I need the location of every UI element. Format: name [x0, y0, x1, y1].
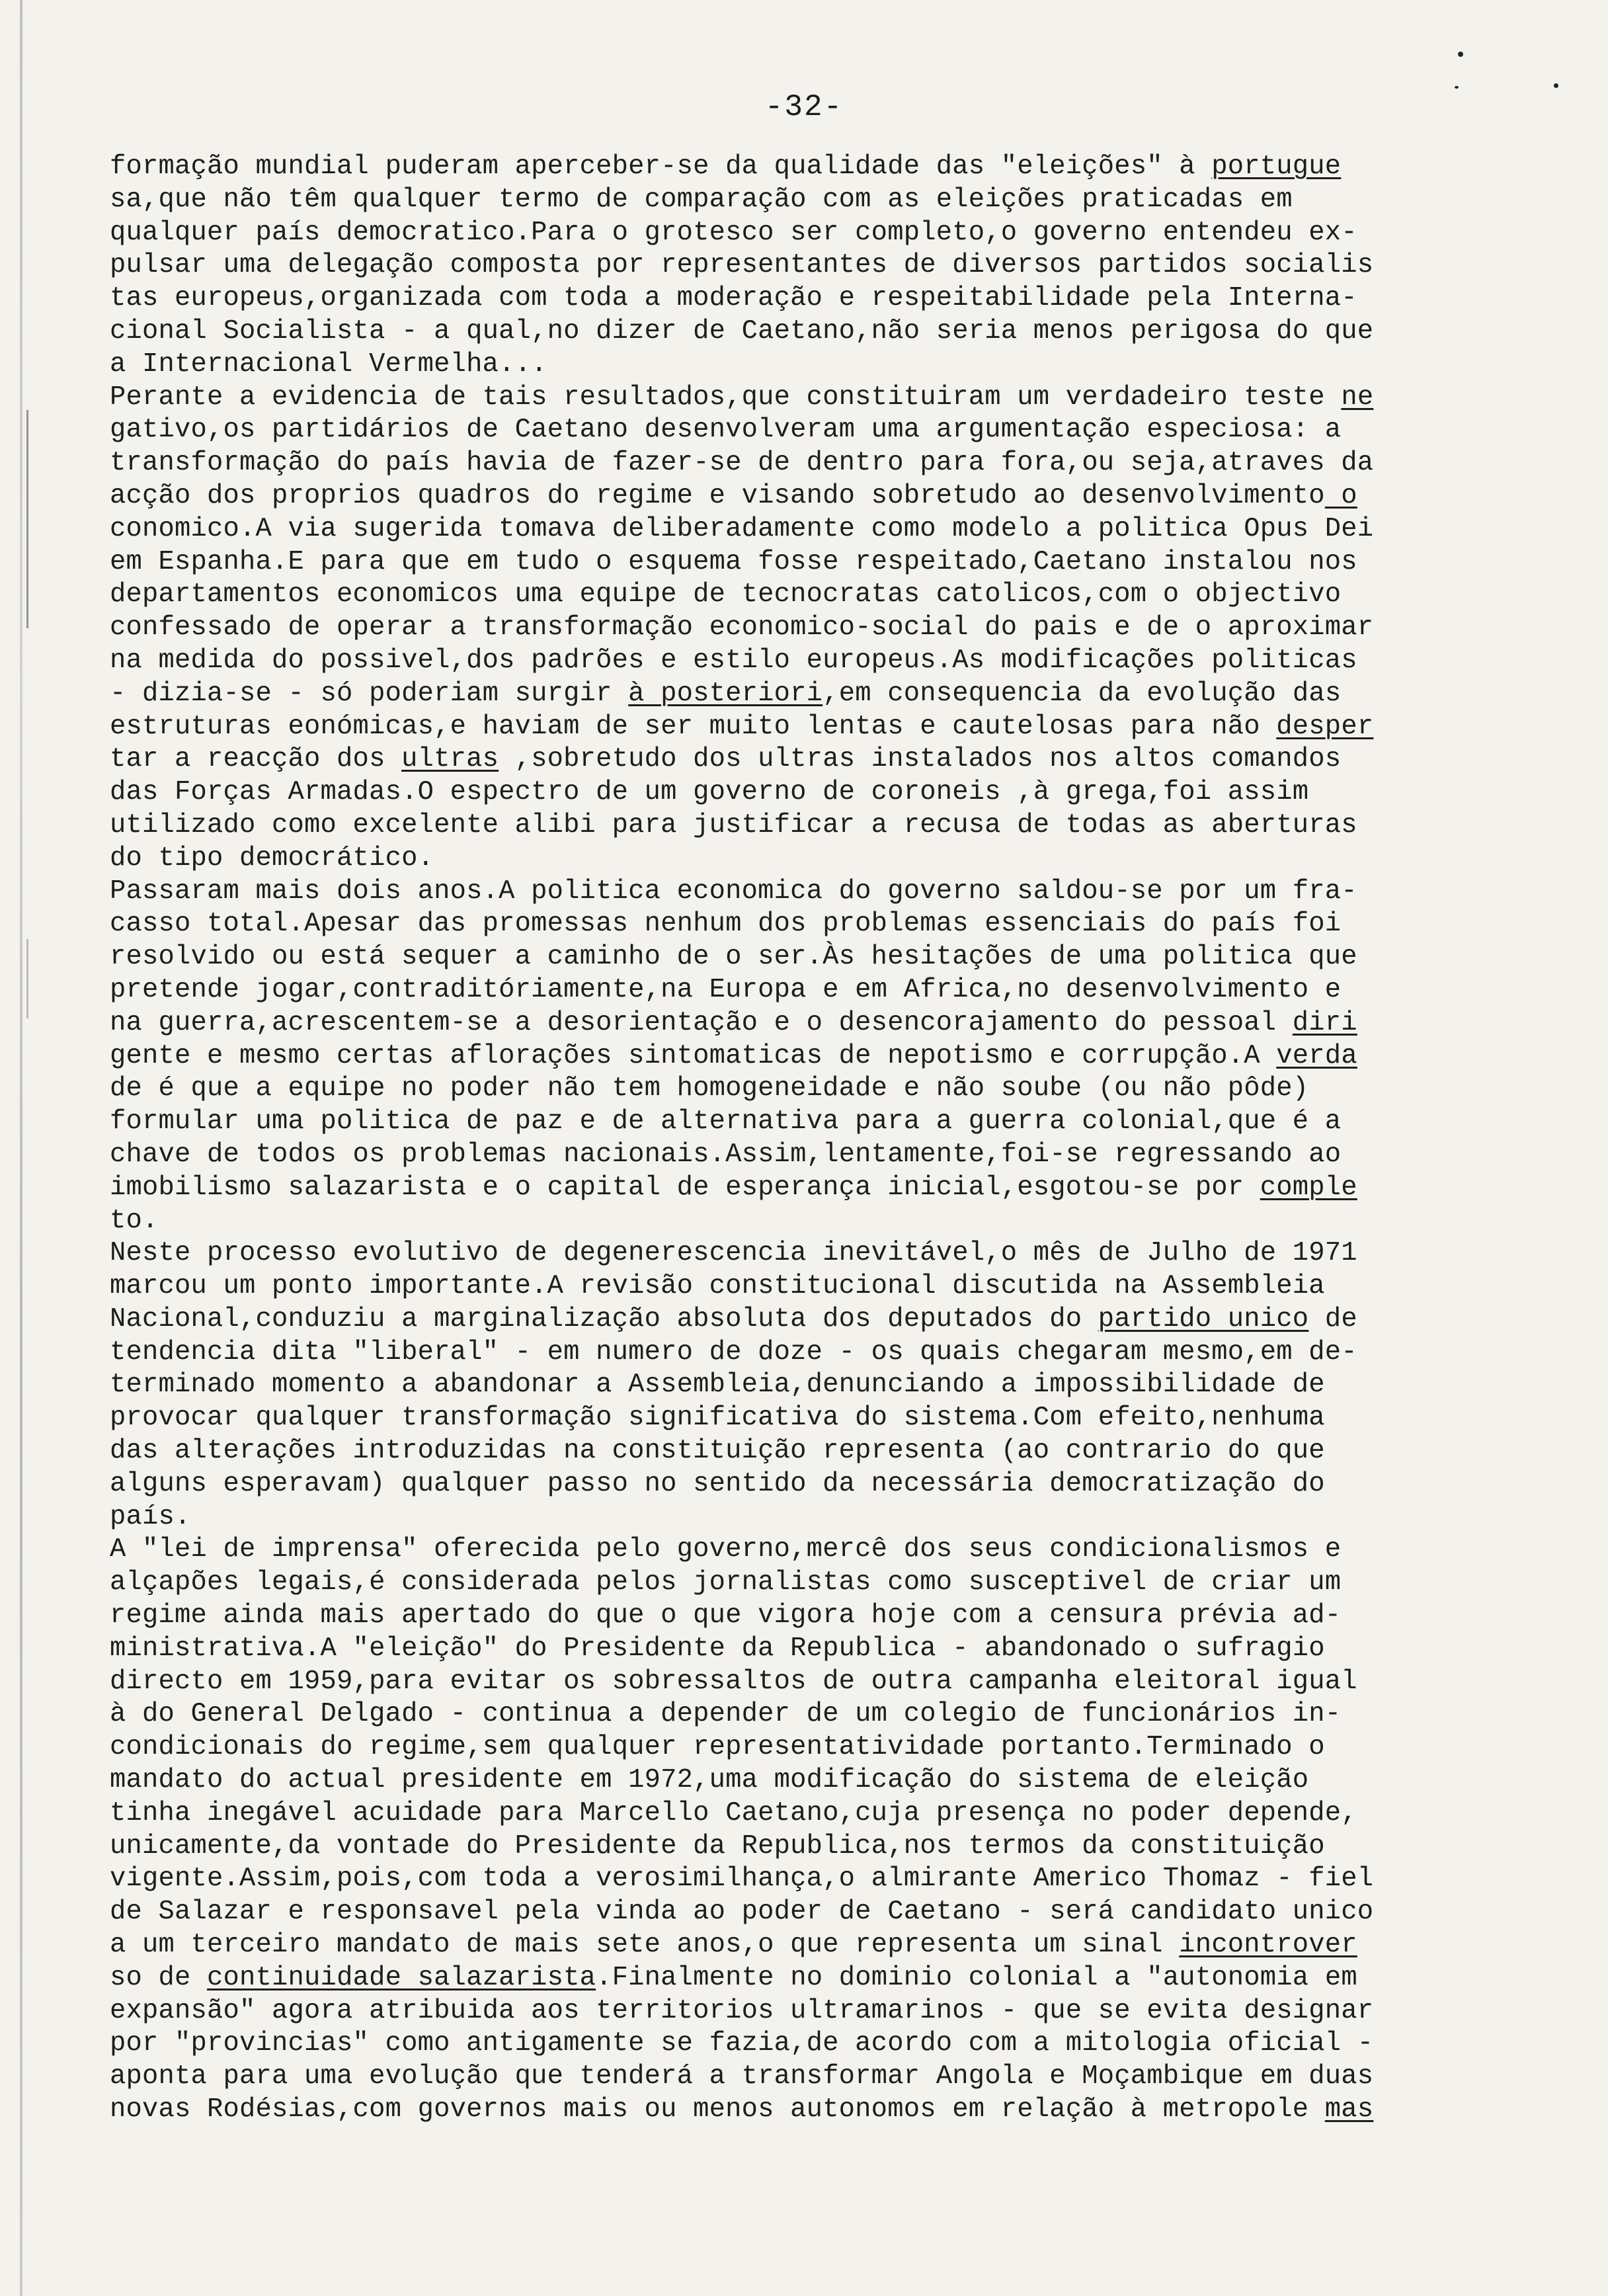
text-line: Nacional,conduziu a marginalização absoluta dos deputados do partido unico de — [110, 1303, 1357, 1334]
text-line: Passaram mais dois anos.A politica economica do governo saldou-se por um fra- — [110, 876, 1357, 907]
scan-speck — [1554, 83, 1558, 88]
text-line: na medida do possivel,dos padrões e estilo europeus.As modificações politicas — [110, 645, 1357, 676]
text-line: condicionais do regime,sem qualquer representatividade portanto.Terminado o — [110, 1732, 1325, 1763]
text-line: tendencia dita "liberal" - em numero de doze - os quais chegaram mesmo,em de- — [110, 1336, 1357, 1368]
text-line: imobilismo salazarista e o capital de esperança inicial,esgotou-se por comple — [110, 1172, 1357, 1203]
text-line: to. — [110, 1205, 159, 1236]
text-line: casso total.Apesar das promessas nenhum dos problemas essenciais do país foi — [110, 909, 1342, 940]
text-line: ministrativa.A "eleição" do Presidente da Republica - abandonado o sufragio — [110, 1633, 1325, 1664]
underlined-text: desper — [1276, 711, 1374, 742]
text-line: tar a reacção dos ultras ,sobretudo dos ultras instalados nos altos comandos — [110, 744, 1342, 775]
underlined-text: continuidade salazarista — [207, 1962, 596, 1993]
text-line: chave de todos os problemas nacionais.Assim,lentamente,foi-se regressando ao — [110, 1139, 1342, 1170]
text-line: à do General Delgado - continua a depender de um colegio de funcionários in- — [110, 1699, 1342, 1730]
text-line: por "provincias" como antigamente se fazia,de acordo com a mitologia oficial - — [110, 2028, 1374, 2059]
underlined-text: portugue — [1211, 151, 1342, 182]
margin-line-mark — [26, 939, 28, 1018]
text-line: qualquer país democratico.Para o grotesco ser completo,o governo entendeu ex- — [110, 217, 1357, 248]
text-line: estruturas eonómicas,e haviam de ser muito lentas e cautelosas para não desper — [110, 711, 1374, 742]
text-line: directo em 1959,para evitar os sobressaltos de outra campanha eleitoral igual — [110, 1666, 1357, 1697]
text-line: resolvido ou está sequer a caminho de o ser.Às hesitações de uma politica que — [110, 942, 1357, 973]
margin-line-mark — [26, 410, 28, 628]
text-line: na guerra,acrescentem-se a desorientação e o desencorajamento do pessoal diri — [110, 1007, 1357, 1038]
text-line: Perante a evidencia de tais resultados,que constituiram um verdadeiro teste ne — [110, 382, 1374, 413]
text-line: cional Socialista - a qual,no dizer de Caetano,não seria menos perigosa do que — [110, 315, 1374, 347]
underlined-text: ne — [1341, 382, 1374, 413]
text-line: gente e mesmo certas aflorações sintomaticas de nepotismo e corrupção.A verda — [110, 1040, 1357, 1071]
text-line: regime ainda mais apertado do que o que vigora hoje com a censura prévia ad- — [110, 1600, 1342, 1631]
text-line: alguns esperavam) qualquer passo no sentido da necessária democratização do — [110, 1468, 1325, 1499]
text-line: mandato do actual presidente em 1972,uma modificação do sistema de eleição — [110, 1765, 1309, 1796]
text-line: utilizado como excelente alibi para justificar a recusa de todas as aberturas — [110, 809, 1357, 840]
text-line: terminado momento a abandonar a Assembleia,denunciando a impossibilidade de — [110, 1370, 1325, 1401]
text-line: unicamente,da vontade do Presidente da Republica,nos termos da constituição — [110, 1830, 1325, 1862]
underlined-text: ultras — [401, 744, 499, 775]
text-line: país. — [110, 1501, 191, 1532]
text-line: das alterações introduzidas na constituição representa (ao contrario do que — [110, 1436, 1325, 1467]
scan-speck — [1458, 52, 1463, 57]
text-line: em Espanha.E para que em tudo o esquema fosse respeitado,Caetano instalou nos — [110, 546, 1357, 577]
text-line: novas Rodésias,com governos mais ou menos autonomos em relação à metropole mas — [110, 2094, 1374, 2125]
text-line: A "lei de imprensa" oferecida pelo governo,mercê dos seus condicionalismos e — [110, 1534, 1342, 1565]
text-line: tinha inegável acuidade para Marcello Caetano,cuja presença no poder depende, — [110, 1797, 1357, 1828]
text-line: Neste processo evolutivo de degenerescencia inevitável,o mês de Julho de 1971 — [110, 1238, 1357, 1269]
text-line: so de continuidade salazarista.Finalmente no dominio colonial a "autonomia em — [110, 1962, 1357, 1993]
underlined-text: o — [1324, 480, 1357, 511]
underlined-text: mas — [1324, 2094, 1374, 2125]
text-line: sa,que não têm qualquer termo de comparação com as eleições praticadas em — [110, 184, 1293, 215]
text-line: pretende jogar,contraditóriamente,na Europa e em Africa,no desenvolvimento e — [110, 974, 1342, 1005]
text-line: de é que a equipe no poder não tem homogeneidade e não soube (ou não pôde) — [110, 1073, 1309, 1104]
page-number: -32- — [764, 90, 844, 124]
text-line: tas europeus,organizada com toda a moderação e respeitabilidade pela Interna- — [110, 283, 1357, 314]
text-line: alçapões legais,é considerada pelos jornalistas como susceptivel de criar um — [110, 1567, 1342, 1598]
text-line: de Salazar e responsavel pela vinda ao poder de Caetano - será candidato unico — [110, 1897, 1374, 1928]
text-line: transformação do país havia de fazer-se de dentro para fora,ou seja,atraves da — [110, 448, 1374, 479]
text-line: aponta para uma evolução que tenderá a transformar Angola e Moçambique em duas — [110, 2061, 1374, 2092]
underlined-text: verda — [1276, 1040, 1357, 1071]
text-line: a um terceiro mandato de mais sete anos,o que representa um sinal incontrover — [110, 1930, 1357, 1961]
text-line: confessado de operar a transformação economico-social do pais e de o aproximar — [110, 612, 1374, 643]
text-line: a Internacional Vermelha... — [110, 348, 547, 380]
body-text — [110, 151, 1492, 2127]
underlined-text: comple — [1260, 1172, 1357, 1203]
underlined-text: partido unico — [1098, 1303, 1309, 1334]
underlined-text: incontrover — [1179, 1930, 1357, 1961]
text-line: do tipo democrático. — [110, 842, 434, 874]
text-line: marcou um ponto importante.A revisão constitucional discutida na Assembleia — [110, 1271, 1325, 1302]
text-line: conomico.A via sugerida tomava deliberadamente como modelo a politica Opus Dei — [110, 513, 1374, 544]
text-line: vigente.Assim,pois,com toda a verosimilhança,o almirante Americo Thomaz - fiel — [110, 1864, 1374, 1895]
text-line: departamentos economicos uma equipe de tecnocratas catolicos,com o objectivo — [110, 579, 1342, 610]
scan-speck — [1455, 86, 1459, 89]
text-line: pulsar uma delegação composta por representantes de diversos partidos socialis — [110, 250, 1374, 281]
text-line: formular uma politica de paz e de alternativa para a guerra colonial,que é a — [110, 1106, 1342, 1137]
underlined-text: diri — [1292, 1007, 1357, 1038]
text-line: das Forças Armadas.O espectro de um governo de coroneis ,à grega,foi assim — [110, 777, 1309, 808]
underlined-text: à posteriori — [628, 678, 823, 709]
text-line: provocar qualquer transformação significativa do sistema.Com efeito,nenhuma — [110, 1403, 1325, 1434]
text-line: acção dos proprios quadros do regime e visando sobretudo ao desenvolvimento o — [110, 480, 1357, 511]
text-line: expansão" agora atribuida aos territorios ultramarinos - que se evita designar — [110, 1995, 1374, 2026]
page-edge-shadow — [20, 0, 22, 2296]
text-line: formação mundial puderam aperceber-se da qualidade das "eleições" à portugue — [110, 151, 1342, 182]
text-line: gativo,os partidários de Caetano desenvolveram uma argumentação especiosa: a — [110, 415, 1342, 446]
text-line: - dizia-se - só poderiam surgir à posteriori,em consequencia da evolução das — [110, 678, 1342, 709]
